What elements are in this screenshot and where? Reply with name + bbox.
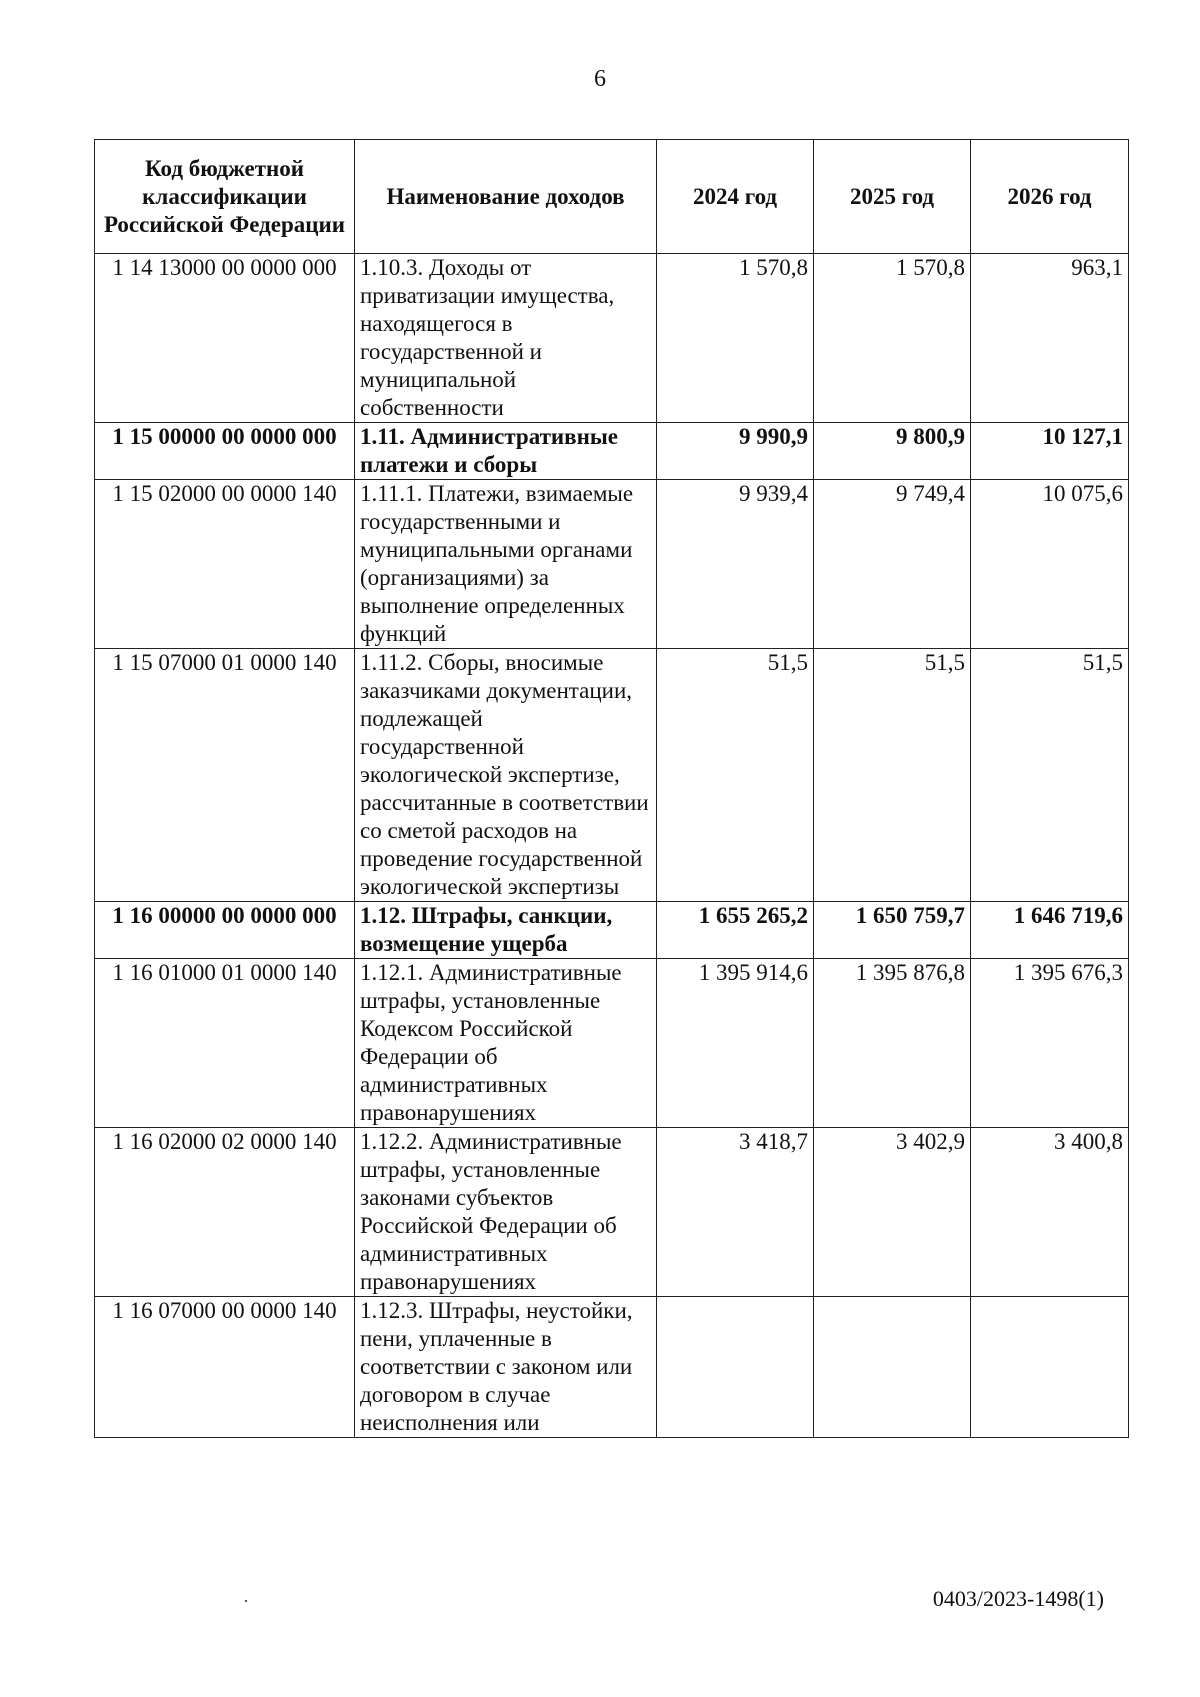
table-row (95, 649, 1129, 902)
row-2025: 1 570,8 (814, 254, 971, 423)
row-2026: 1 646 719,6 (971, 902, 1129, 959)
row-name: 1.12.2. Административные штрафы, установленные законами субъектов Российской Федерации об административных правонарушениях (355, 1128, 657, 1297)
row-2024: 1 655 265,2 (657, 902, 814, 959)
row-2026: 10 075,6 (971, 480, 1129, 649)
row-name: 1.11.1. Платежи, взимаемые государственными и муниципальными органами (организациями) за выполнение определенных функций (355, 480, 657, 649)
row-2025: 9 749,4 (814, 480, 971, 649)
row-name: 1.12.3. Штрафы, неустойки, пени, уплаченные в соответствии с законом или договором в случае неисполнения или (355, 1297, 657, 1438)
row-2025: 3 402,9 (814, 1128, 971, 1297)
row-code: 1 15 07000 01 0000 140 (95, 649, 355, 902)
row-2024 (657, 1297, 814, 1438)
page-number: 6 (594, 66, 606, 92)
row-name: 1.11.2. Сборы, вносимые заказчиками документации, подлежащей государственной экологической экспертизе, рассчитанные в соответствии со сметой расходов на проведение государственной экологической экспертизы (355, 649, 657, 902)
row-2026: 1 395 676,3 (971, 959, 1129, 1128)
row-name: 1.12.1. Административные штрафы, установленные Кодексом Российской Федерации об административных правонарушениях (355, 959, 657, 1128)
row-2026: 3 400,8 (971, 1128, 1129, 1297)
row-name: 1.10.3. Доходы от приватизации имущества, находящегося в государственной и муниципальной собственности (355, 254, 657, 423)
row-2024: 9 939,4 (657, 480, 814, 649)
row-2025: 9 800,9 (814, 423, 971, 480)
table-row (95, 480, 1129, 649)
row-2026: 51,5 (971, 649, 1129, 902)
row-code: 1 16 07000 00 0000 140 (95, 1297, 355, 1438)
table-header-row (95, 140, 1129, 254)
row-code: 1 16 00000 00 0000 000 (95, 902, 355, 959)
table-row (95, 902, 1129, 959)
table-row (95, 959, 1129, 1128)
row-2024: 1 570,8 (657, 254, 814, 423)
row-2025: 1 650 759,7 (814, 902, 971, 959)
row-name: 1.11. Административные платежи и сборы (355, 423, 657, 480)
document-reference: 0403/2023-1498(1) (932, 1586, 1104, 1611)
row-code: 1 16 02000 02 0000 140 (95, 1128, 355, 1297)
row-2024: 1 395 914,6 (657, 959, 814, 1128)
row-2024: 3 418,7 (657, 1128, 814, 1297)
row-2025: 1 395 876,8 (814, 959, 971, 1128)
row-code: 1 16 01000 01 0000 140 (95, 959, 355, 1128)
header-2025: 2025 год (814, 140, 971, 254)
header-name: Наименование доходов (355, 140, 657, 254)
header-code: Код бюджетной классификации Российской Федерации (95, 140, 355, 254)
row-2026: 963,1 (971, 254, 1129, 423)
scan-speck (245, 1600, 247, 1602)
table-row (95, 1297, 1129, 1438)
row-2025: 51,5 (814, 649, 971, 902)
table-row (95, 423, 1129, 480)
row-name: 1.12. Штрафы, санкции, возмещение ущерба (355, 902, 657, 959)
revenue-table (94, 139, 1129, 1438)
row-2026: 10 127,1 (971, 423, 1129, 480)
header-2026: 2026 год (971, 140, 1129, 254)
row-code: 1 14 13000 00 0000 000 (95, 254, 355, 423)
table-row (95, 1128, 1129, 1297)
row-2025 (814, 1297, 971, 1438)
row-2026 (971, 1297, 1129, 1438)
row-2024: 51,5 (657, 649, 814, 902)
table-row (95, 254, 1129, 423)
header-2024: 2024 год (657, 140, 814, 254)
row-2024: 9 990,9 (657, 423, 814, 480)
row-code: 1 15 02000 00 0000 140 (95, 480, 355, 649)
row-code: 1 15 00000 00 0000 000 (95, 423, 355, 480)
